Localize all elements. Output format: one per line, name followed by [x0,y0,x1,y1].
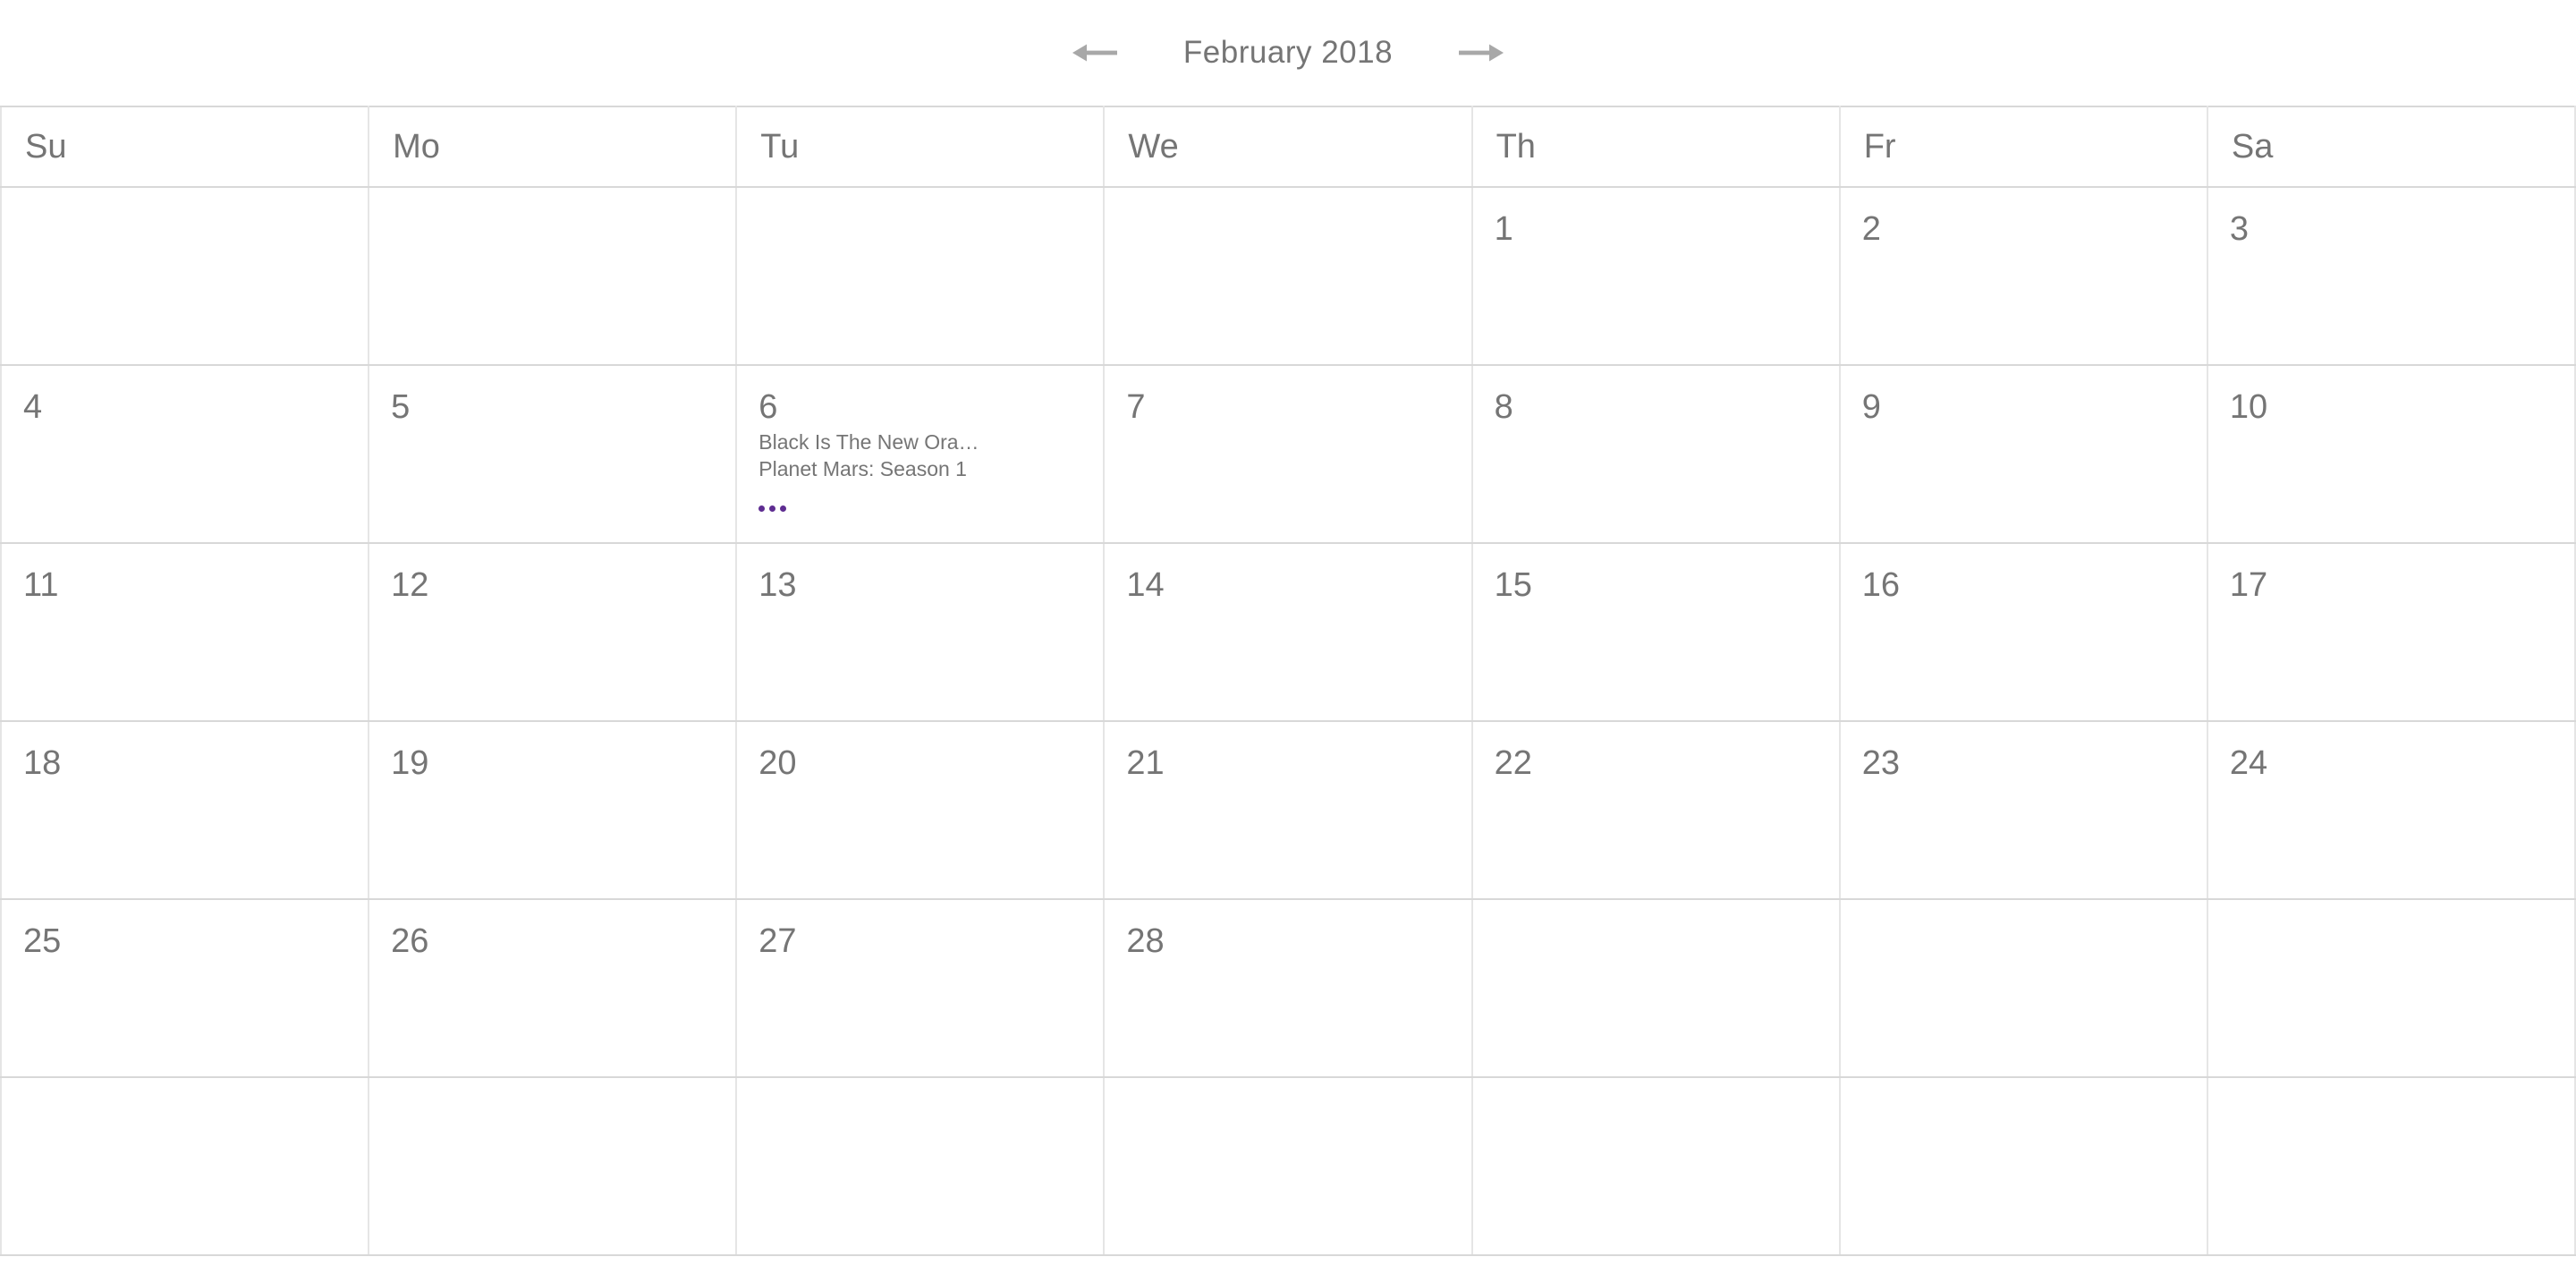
date-number: 15 [1494,566,1532,604]
date-number: 21 [1126,744,1165,782]
day-cell-25 [1,899,369,1077]
day-header-fr: Fr [1840,106,2207,187]
day-cell-empty [2207,1077,2575,1255]
week-row [1,721,2575,899]
date-number: 27 [758,922,797,960]
event-title[interactable]: Black Is The New Ora… [758,430,979,454]
event-title[interactable]: Planet Mars: Season 1 [758,457,967,480]
date-number: 3 [2229,210,2249,248]
day-cell-10 [2207,365,2575,543]
date-number: 16 [1861,566,1900,604]
day-cell-22 [1472,721,1840,899]
day-cell-empty [736,187,1104,365]
date-number: 6 [758,388,778,426]
day-cell-empty [1,1077,369,1255]
previous-month-button[interactable] [1072,35,1119,71]
date-number: 20 [758,744,797,782]
day-cell-empty [1104,1077,1471,1255]
day-cell-13 [736,543,1104,721]
more-dot-icon [780,505,786,512]
date-number: 23 [1861,744,1900,782]
date-number: 7 [1126,388,1146,426]
date-number: 4 [23,388,43,426]
week-row [1,365,2575,543]
day-cell-4 [1,365,369,543]
more-dot-icon [758,505,765,512]
day-cell-3 [2207,187,2575,365]
day-header-row [1,106,2575,187]
day-cell-26 [369,899,736,1077]
date-number: 5 [391,388,411,426]
date-number: 25 [23,922,62,960]
day-cell-20 [736,721,1104,899]
calendar-header [0,0,2576,106]
week-row [1,187,2575,365]
date-number: 9 [1861,388,1881,426]
day-cell-empty [2207,899,2575,1077]
day-cell-empty [1472,1077,1840,1255]
day-cell-2 [1840,187,2207,365]
next-month-button[interactable] [1457,35,1504,71]
day-cell-19 [369,721,736,899]
day-cell-18 [1,721,369,899]
day-cell-12 [369,543,736,721]
day-cell-6 [736,365,1104,543]
day-cell-21 [1104,721,1471,899]
arrow-right-icon [1457,44,1504,62]
date-number: 14 [1126,566,1165,604]
day-cell-empty [369,1077,736,1255]
day-header-sa: Sa [2207,106,2575,187]
day-header-we: We [1104,106,1471,187]
day-cell-empty [369,187,736,365]
more-dot-icon [769,505,775,512]
day-cell-empty [1104,187,1471,365]
date-number: 12 [391,566,429,604]
date-number: 2 [1861,210,1881,248]
day-header-mo: Mo [369,106,736,187]
day-cell-empty [736,1077,1104,1255]
day-header-tu: Tu [736,106,1104,187]
date-number: 13 [758,566,797,604]
calendar-grid [0,106,2576,1256]
day-cell-16 [1840,543,2207,721]
day-cell-23 [1840,721,2207,899]
date-number: 1 [1494,210,1513,248]
arrow-left-icon [1072,44,1119,62]
day-cell-28 [1104,899,1471,1077]
date-number: 26 [391,922,429,960]
day-header-th: Th [1472,106,1840,187]
day-cell-empty [1840,899,2207,1077]
week-row [1,543,2575,721]
event-list [758,429,1094,482]
day-cell-11 [1,543,369,721]
date-number: 11 [23,566,59,604]
date-number: 8 [1494,388,1513,426]
date-number: 24 [2229,744,2268,782]
day-cell-8 [1472,365,1840,543]
day-cell-27 [736,899,1104,1077]
day-cell-1 [1472,187,1840,365]
more-events-dots[interactable] [758,505,794,512]
date-number: 17 [2229,566,2268,604]
day-cell-5 [369,365,736,543]
day-cell-empty [1472,899,1840,1077]
day-cell-9 [1840,365,2207,543]
day-cell-14 [1104,543,1471,721]
day-cell-24 [2207,721,2575,899]
day-cell-17 [2207,543,2575,721]
date-number: 22 [1494,744,1532,782]
day-cell-7 [1104,365,1471,543]
date-number: 10 [2229,388,2268,426]
day-header-su: Su [1,106,369,187]
date-number: 19 [391,744,429,782]
date-number: 28 [1126,922,1165,960]
day-cell-empty [1,187,369,365]
month-title: February 2018 [1182,35,1394,70]
week-row [1,1077,2575,1255]
day-cell-empty [1840,1077,2207,1255]
day-cell-15 [1472,543,1840,721]
date-number: 18 [23,744,62,782]
week-row [1,899,2575,1077]
